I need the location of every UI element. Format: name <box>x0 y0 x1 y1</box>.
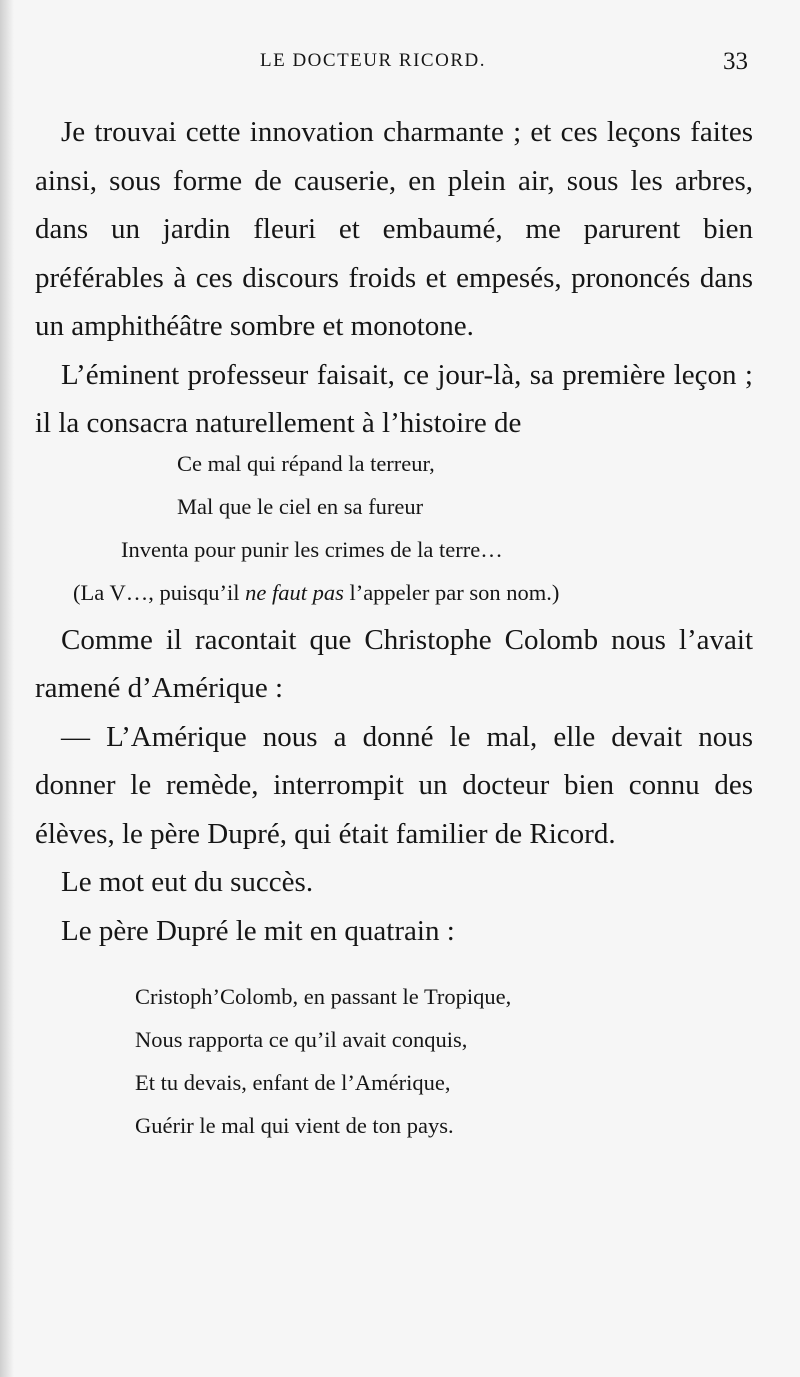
verse-2-line-2: Nous rapporta ce qu’il avait conquis, <box>135 1027 468 1052</box>
verse-block-2 <box>35 975 753 1147</box>
verse-block-1 <box>35 442 753 614</box>
paragraph-3: Comme il racontait que Christophe Colomb nous l’avait ramené d’Amérique : <box>35 623 753 704</box>
verse-2-line-4: Guérir le mal qui vient de ton pays. <box>135 1113 454 1138</box>
paragraph-2: L’éminent professeur faisait, ce jour-là, sa première leçon ; il la consacra naturellement à l’histoire de <box>35 358 753 439</box>
paragraph-5: Le mot eut du succès. <box>61 866 314 898</box>
running-head: LE DOCTEUR RICORD. <box>260 50 486 71</box>
verse-1-note <box>35 571 753 614</box>
verse-1-line-1: Ce mal qui répand la terreur, <box>177 450 435 476</box>
page-gutter-shadow <box>0 0 14 1377</box>
verse-1-note-italic: ne faut pas <box>245 579 344 605</box>
paragraph-4: — L’Amérique nous a donné le mal, elle devait nous donner le remède, interrompit un docteur bien connu des élèves, le père Dupré, qui était familier de Ricord. <box>35 720 753 850</box>
verse-1-note-before: (La V…, puisqu’il <box>73 579 246 605</box>
verse-1-line-3: Inventa pour punir les crimes de la terre… <box>121 536 503 562</box>
verse-1-line-2: Mal que le ciel en sa fureur <box>177 493 424 519</box>
paragraph-6: Le père Dupré le mit en quatrain : <box>61 914 455 947</box>
page-number: 33 <box>723 48 748 75</box>
verse-2-line-1: Cristoph’Colomb, en passant le Tropique, <box>135 984 512 1009</box>
verse-2-line-3: Et tu devais, enfant de l’Amérique, <box>135 1070 451 1095</box>
body-text <box>35 108 753 1147</box>
paragraph-1: Je trouvai cette innovation charmante ; et ces leçons faites ainsi, sous forme de causerie, en plein air, sous les arbres, dans un jardin fleuri et embaumé, me parurent bien préférables à ces discours froids et empesés, prononcés dans un amphithéâtre sombre et monotone. <box>35 116 753 342</box>
verse-1-note-after: l’appeler par son nom.) <box>343 579 560 605</box>
page-header <box>0 50 800 80</box>
